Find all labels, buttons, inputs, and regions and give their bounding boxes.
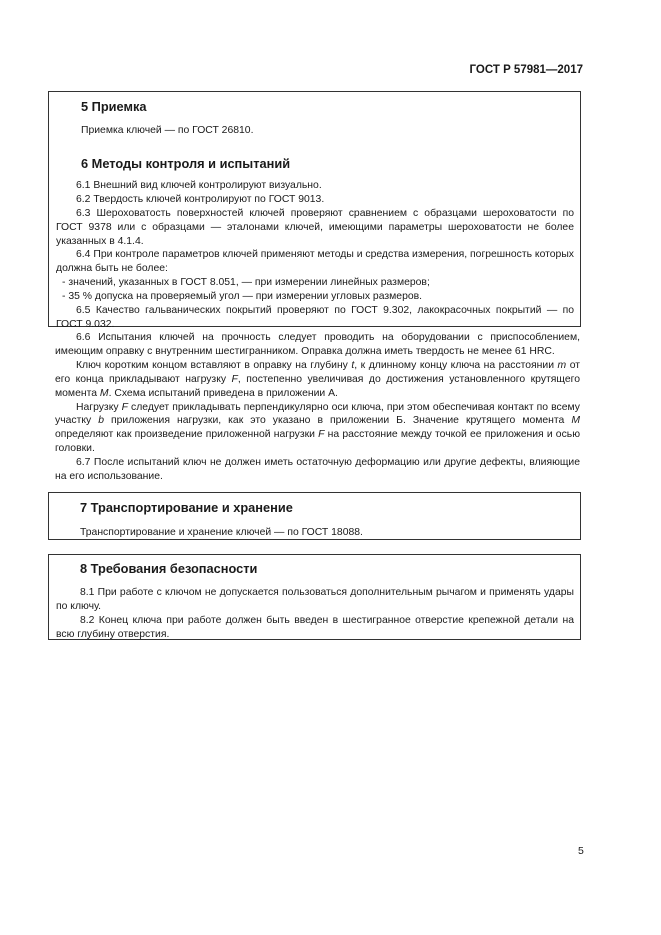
para-8-1: 8.1 При работе с ключом не допускается пользоваться дополнительным рычагом и применять удары по ключу. xyxy=(56,587,574,612)
section-7-title: 7 Транспортирование и хранение xyxy=(80,500,293,515)
para-6-5: 6.5 Качество гальванических покрытий проверяют по ГОСТ 9.302, лакокрасочных покрытий — по ГОСТ 9.032. xyxy=(56,305,574,330)
section-6-title: 6 Методы контроля и испытаний xyxy=(81,155,291,171)
para-8-2: 8.2 Конец ключа при работе должен быть введен в шестигранное отверстие крепежной детали на всю глубину отверстия. xyxy=(56,614,574,640)
section-7-text: Транспортирование и хранение ключей — по ГОСТ 18088. xyxy=(80,527,363,538)
section-5-title: 5 Приемка xyxy=(81,99,147,114)
section-8-box xyxy=(48,554,581,640)
section-7-box xyxy=(48,492,581,540)
para-load: Нагрузку F следует прикладывать перпендикулярно оси ключа, при этом обеспечивая контакт по всему участку b приложения нагрузки, как это указано в приложении Б. Значение крутящего момента M определяют как произведение приложенной нагрузки F на расстояние между точкой ее приложения и осью головки. xyxy=(55,401,580,455)
document-id: ГОСТ Р 57981—2017 xyxy=(469,64,583,76)
section-6-continued xyxy=(48,331,581,484)
para-6-4: 6.4 При контроле параметров ключей применяют методы и средства измерения, погрешность которых должна быть не более: xyxy=(56,249,574,275)
section-8-title: 8 Требования безопасности xyxy=(80,561,258,576)
para-key-insertion: Ключ коротким концом вставляют в оправку на глубину t, к длинному концу ключа на расстоянии m от его конца прикладывают нагрузку F, постепенно увеличивая до достижения установленного крутящего момента M. Схема испытаний приведена в приложении А. xyxy=(55,359,580,399)
list-item-linear: - значений, указанных в ГОСТ 8.051, — при измерении линейных размеров; xyxy=(62,277,430,289)
para-6-3: 6.3 Шероховатость поверхностей ключей проверяют сравнением с образцами шероховатости по ГОСТ 9378 или с образцами — эталонами ключей, имеющими параметры шероховатости не более указанных в 4.1.4. xyxy=(56,207,574,247)
section-5-text: Приемка ключей — по ГОСТ 26810. xyxy=(81,125,254,136)
section-5-6-box xyxy=(48,91,581,330)
para-6-1: 6.1 Внешний вид ключей контролируют визуально. xyxy=(76,179,322,191)
list-item-angular: - 35 % допуска на проверяемый угол — при измерении угловых размеров. xyxy=(62,291,423,303)
para-6-2: 6.2 Твердость ключей контролируют по ГОСТ 9013. xyxy=(76,193,325,205)
para-6-6: 6.6 Испытания ключей на прочность следует проводить на оборудовании с приспособлением, имеющим оправку с внутренним шестигранником. Оправка должна иметь твердость не менее 61 HRC. xyxy=(55,332,580,357)
para-6-7: 6.7 После испытаний ключ не должен иметь остаточную деформацию или другие дефекты, влияющие на его использование. xyxy=(55,457,580,483)
page-number: 5 xyxy=(578,845,584,857)
